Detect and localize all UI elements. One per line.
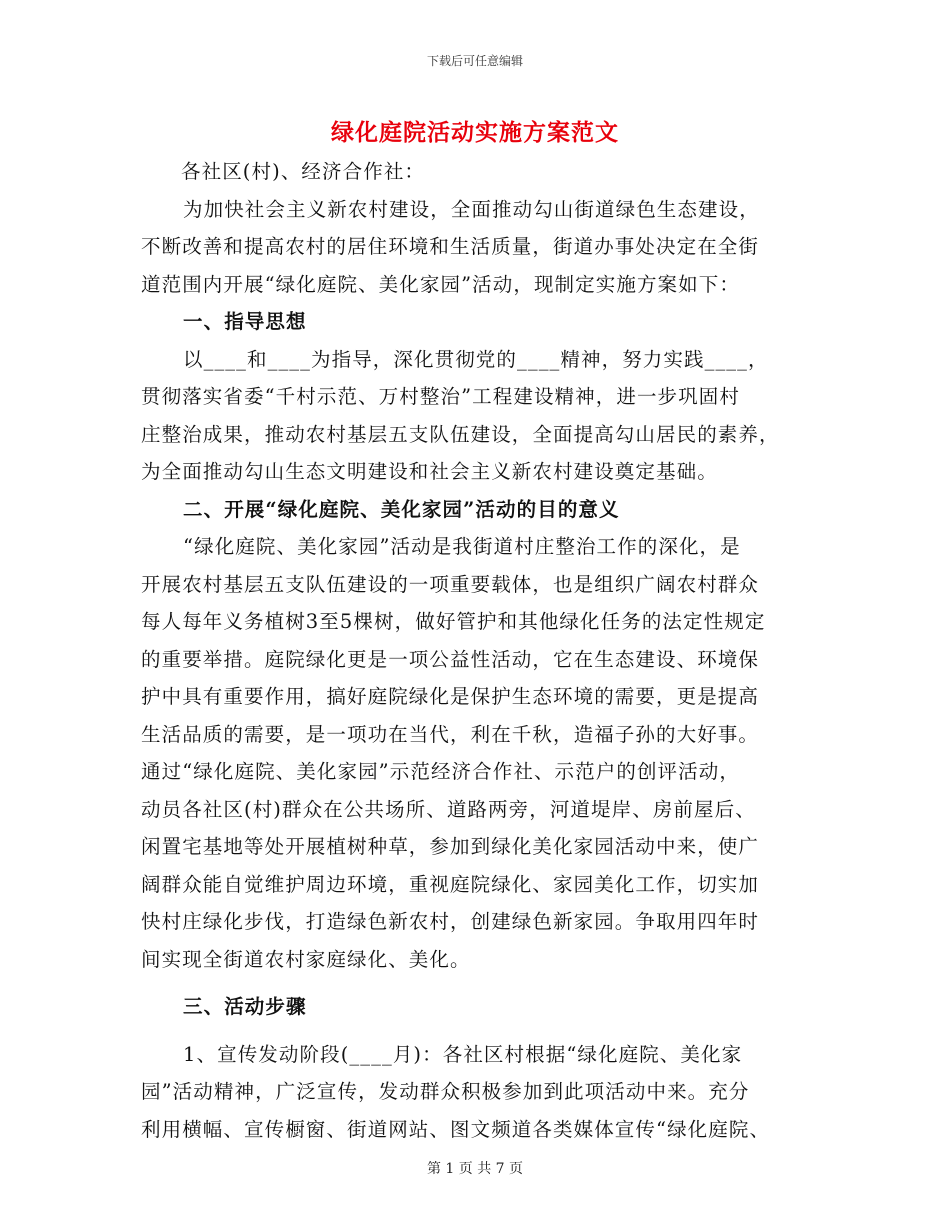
paragraph-line: 开展农村基层五支队伍建设的一项重要载体，也是组织广阔农村群众	[141, 572, 760, 596]
intro-line: 为加快社会主义新农村建设，全面推动勾山街道绿色生态建设，	[183, 197, 760, 221]
paragraph-line: 每人每年义务植树3至5棵树，做好管护和其他绿化任务的法定性规定	[141, 610, 766, 633]
spacer	[141, 1026, 809, 1036]
paragraph-line: 为全面推动勾山生态文明建设和社会主义新农村建设奠定基础。	[141, 460, 718, 483]
document-title: 绿化庭院活动实施方案范文	[331, 119, 619, 146]
intro-line: 道范围内开展“绿化庭院、美化家园”活动，现制定实施方案如下：	[141, 272, 740, 296]
header-note: 下载后可任意编辑	[426, 54, 523, 68]
spacer	[141, 978, 809, 988]
intro-line: 不断改善和提高农村的居住环境和生活质量，街道办事处决定在全街	[141, 235, 760, 258]
paragraph-line: 快村庄绿化步伐，打造绿色新农村，创建绿色新家园。争取用四年时	[141, 910, 760, 933]
section-heading-activity-steps: 三、活动步骤	[183, 995, 307, 1018]
paragraph-line: 护中具有重要作用，搞好庭院绿化是保护生态环境的需要，更是提高	[141, 685, 760, 708]
paragraph-line: “绿化庭院、美化家园”活动是我街道村庄整治工作的深化，是	[183, 535, 741, 558]
paragraph-line: 1、宣传发动阶段(____月)：各社区村根据“绿化庭院、美化家	[183, 1042, 743, 1066]
paragraph-line: 庄整治成果，推动农村基层五支队伍建设，全面提高勾山居民的素养，	[141, 422, 780, 446]
paragraph-line: 生活品质的需要，是一项功在当代，利在千秋，造福子孙的大好事。	[141, 722, 760, 746]
salutation: 各社区(村)、经济合作社：	[181, 160, 426, 183]
paragraph-line: 利用横幅、宣传橱窗、街道网站、图文频道各类媒体宣传“绿化庭院、	[141, 1117, 771, 1141]
paragraph-line: 园”活动精神，广泛宣传，发动群众积极参加到此项活动中来。充分	[141, 1080, 750, 1103]
section-heading-guiding-ideology: 一、指导思想	[183, 310, 307, 333]
page-number-footer: 第 1 页 共 7 页	[426, 1161, 524, 1177]
paragraph-line: 动员各社区(村)群众在公共场所、道路两旁，河道堤岸、房前屋后、	[141, 797, 756, 821]
paragraph-line: 闲置宅基地等处开展植树种草，参加到绿化美化家园活动中来，使广	[141, 835, 760, 858]
paragraph-line: 间实现全街道农村家庭绿化、美化。	[141, 947, 471, 971]
paragraph-line: 贯彻落实省委“千村示范、万村整治”工程建设精神，进一步巩固村	[141, 385, 740, 408]
paragraph-line: 以____和____为指导，深化贯彻党的____精神，努力实践____，	[183, 347, 769, 371]
paragraph-line: 通过“绿化庭院、美化家园”示范经济合作社、示范户的创评活动，	[141, 760, 740, 783]
paragraph-line: 的重要举措。庭院绿化更是一项公益性活动，它在生态建设、环境保	[141, 647, 760, 671]
document-body	[141, 153, 809, 1148]
paragraph-line: 阔群众能自觉维护周边环境，重视庭院绿化、家园美化工作，切实加	[141, 872, 760, 896]
section-heading-purpose: 二、开展“绿化庭院、美化家园”活动的目的意义	[183, 497, 620, 521]
